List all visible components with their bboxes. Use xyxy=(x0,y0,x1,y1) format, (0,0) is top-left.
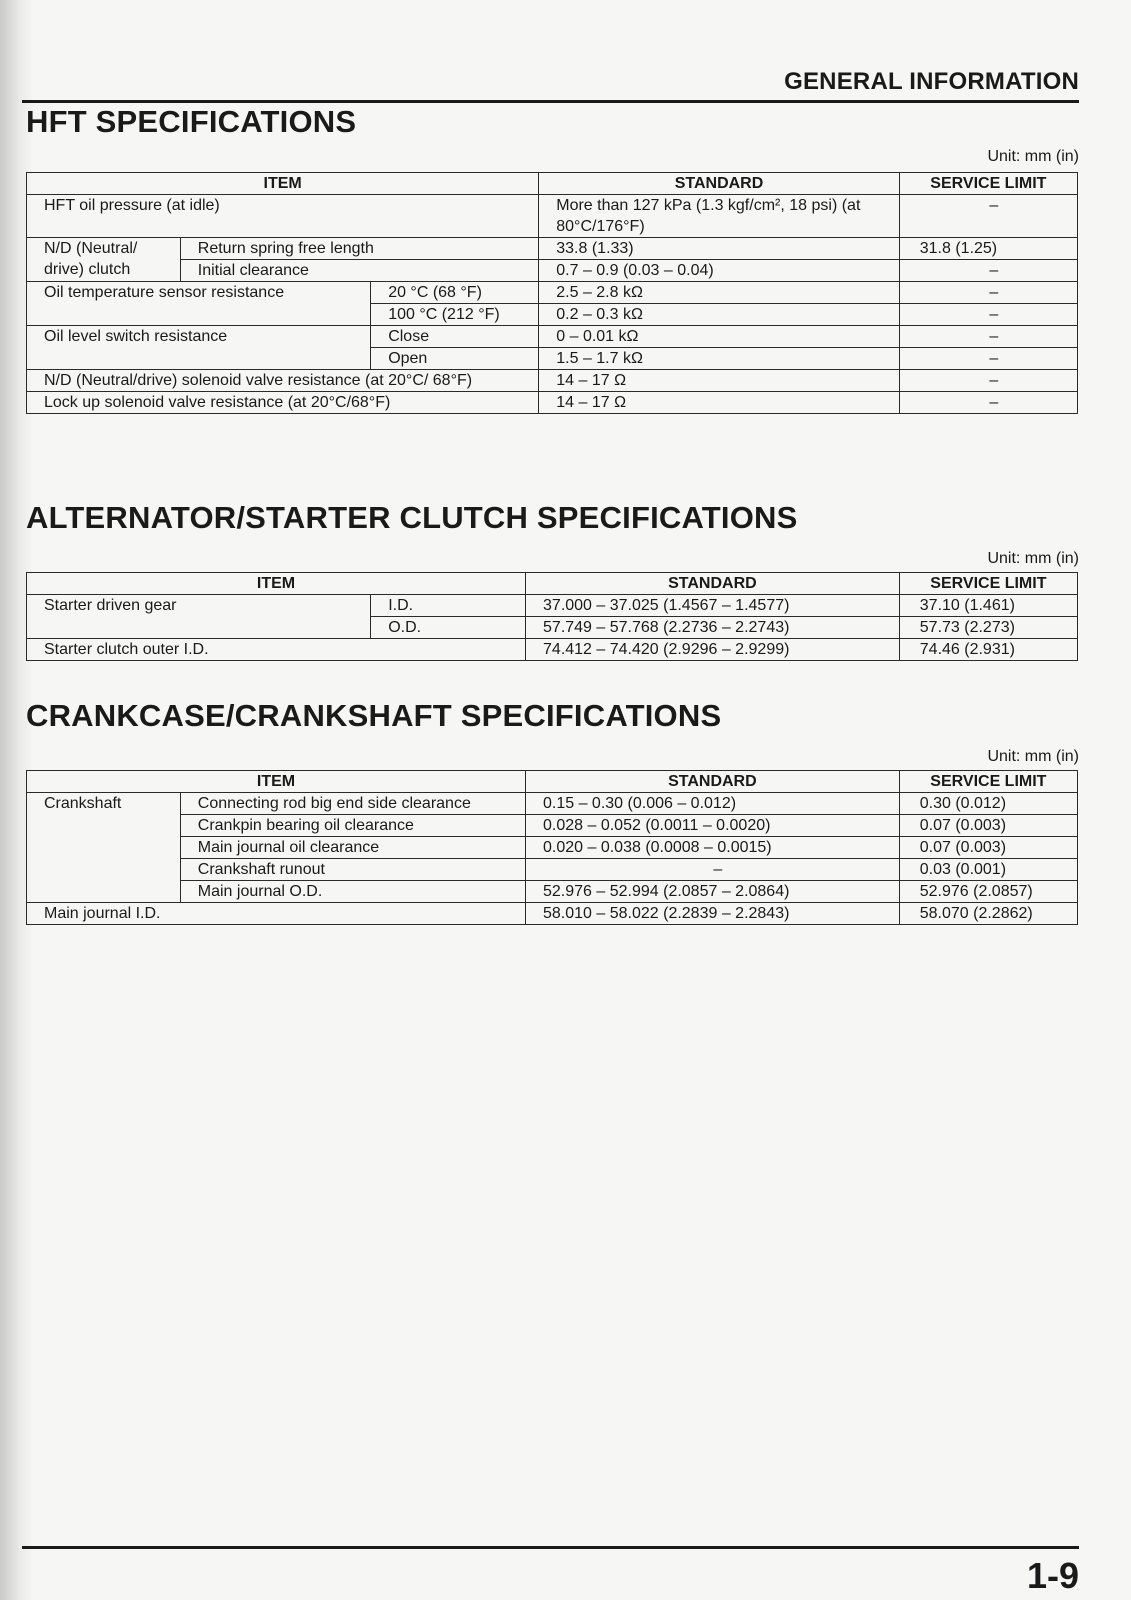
row-item: Lock up solenoid valve resistance (at 20°C/68°F) xyxy=(27,392,539,414)
row-standard: 0.028 – 0.052 (0.0011 – 0.0020) xyxy=(526,815,900,837)
row-limit: 57.73 (2.273) xyxy=(899,617,1077,639)
row-limit: 0.30 (0.012) xyxy=(899,793,1077,815)
row-limit: 31.8 (1.25) xyxy=(899,238,1077,260)
header-standard: STANDARD xyxy=(526,573,900,595)
table-header-row xyxy=(27,173,1078,195)
row-condition: Close xyxy=(371,326,539,348)
hft-title: HFT SPECIFICATIONS xyxy=(26,104,357,139)
row-limit: – xyxy=(899,370,1077,392)
row-item: Return spring free length xyxy=(180,238,538,260)
row-standard: 52.976 – 52.994 (2.0857 – 2.0864) xyxy=(526,881,900,903)
table-row xyxy=(27,260,1078,282)
table-row xyxy=(27,639,1078,661)
row-limit: 74.46 (2.931) xyxy=(899,639,1077,661)
row-standard: – xyxy=(526,859,900,881)
row-limit: 0.03 (0.001) xyxy=(899,859,1077,881)
footer-rule xyxy=(22,1546,1079,1549)
table-row xyxy=(27,837,1078,859)
header-standard: STANDARD xyxy=(526,771,900,793)
row-limit: – xyxy=(899,282,1077,304)
header-limit: SERVICE LIMIT xyxy=(899,771,1077,793)
row-standard: 0 – 0.01 kΩ xyxy=(539,326,900,348)
row-group: Oil level switch resistance xyxy=(27,326,371,370)
row-item: Main journal oil clearance xyxy=(180,837,525,859)
row-group: Crankshaft xyxy=(27,793,181,903)
crankcase-unit: Unit: mm (in) xyxy=(987,748,1079,765)
row-standard: 37.000 – 37.025 (1.4567 – 1.4577) xyxy=(526,595,900,617)
table-row xyxy=(27,595,1078,617)
row-standard: 1.5 – 1.7 kΩ xyxy=(539,348,900,370)
row-standard: 0.7 – 0.9 (0.03 – 0.04) xyxy=(539,260,900,282)
row-group: N/D (Neutral/ drive) clutch xyxy=(27,238,181,282)
table-row xyxy=(27,326,1078,348)
row-standard: 2.5 – 2.8 kΩ xyxy=(539,282,900,304)
table-header-row xyxy=(27,573,1078,595)
row-standard: 14 – 17 Ω xyxy=(539,370,900,392)
row-item: Main journal O.D. xyxy=(180,881,525,903)
table-row xyxy=(27,392,1078,414)
header-limit: SERVICE LIMIT xyxy=(899,173,1077,195)
row-item: N/D (Neutral/drive) solenoid valve resistance (at 20°C/ 68°F) xyxy=(27,370,539,392)
row-limit: 52.976 (2.0857) xyxy=(899,881,1077,903)
row-item: Initial clearance xyxy=(180,260,538,282)
table-row xyxy=(27,282,1078,304)
row-group: Starter driven gear xyxy=(27,595,371,639)
row-item: Crankshaft runout xyxy=(180,859,525,881)
alternator-spec-table xyxy=(26,572,1078,661)
row-condition: 20 °C (68 °F) xyxy=(371,282,539,304)
row-standard: 0.2 – 0.3 kΩ xyxy=(539,304,900,326)
row-limit: – xyxy=(899,195,1077,238)
row-limit: 37.10 (1.461) xyxy=(899,595,1077,617)
row-standard: 0.020 – 0.038 (0.0008 – 0.0015) xyxy=(526,837,900,859)
row-limit: 0.07 (0.003) xyxy=(899,815,1077,837)
row-limit: – xyxy=(899,348,1077,370)
table-header-row xyxy=(27,771,1078,793)
table-row xyxy=(27,881,1078,903)
row-standard: 74.412 – 74.420 (2.9296 – 2.9299) xyxy=(526,639,900,661)
row-item: Starter clutch outer I.D. xyxy=(27,639,526,661)
table-row xyxy=(27,793,1078,815)
row-condition: Open xyxy=(371,348,539,370)
header-rule xyxy=(22,100,1079,103)
table-row xyxy=(27,238,1078,260)
table-row xyxy=(27,195,1078,238)
row-limit: – xyxy=(899,326,1077,348)
row-standard: More than 127 kPa (1.3 kgf/cm², 18 psi) (at 80°C/176°F) xyxy=(539,195,900,238)
alternator-title: ALTERNATOR/STARTER CLUTCH SPECIFICATIONS xyxy=(26,500,798,535)
hft-unit: Unit: mm (in) xyxy=(987,148,1079,165)
row-limit: – xyxy=(899,260,1077,282)
header-standard: STANDARD xyxy=(539,173,900,195)
header-item: ITEM xyxy=(27,173,539,195)
row-condition: 100 °C (212 °F) xyxy=(371,304,539,326)
header-item: ITEM xyxy=(27,771,526,793)
row-group: Oil temperature sensor resistance xyxy=(27,282,371,326)
table-row xyxy=(27,370,1078,392)
row-limit: 58.070 (2.2862) xyxy=(899,903,1077,925)
hft-spec-table xyxy=(26,172,1078,414)
row-item: Main journal I.D. xyxy=(27,903,526,925)
table-row xyxy=(27,859,1078,881)
row-limit: 0.07 (0.003) xyxy=(899,837,1077,859)
crankcase-spec-table xyxy=(26,770,1078,925)
crankcase-title: CRANKCASE/CRANKSHAFT SPECIFICATIONS xyxy=(26,698,722,733)
header-limit: SERVICE LIMIT xyxy=(899,573,1077,595)
alternator-unit: Unit: mm (in) xyxy=(987,550,1079,567)
table-row xyxy=(27,903,1078,925)
row-item: Connecting rod big end side clearance xyxy=(180,793,525,815)
section-header: GENERAL INFORMATION xyxy=(784,68,1079,95)
row-limit: – xyxy=(899,392,1077,414)
header-item: ITEM xyxy=(27,573,526,595)
row-standard: 58.010 – 58.022 (2.2839 – 2.2843) xyxy=(526,903,900,925)
row-standard: 14 – 17 Ω xyxy=(539,392,900,414)
page-number: 1-9 xyxy=(1026,1555,1079,1596)
table-row xyxy=(27,815,1078,837)
row-standard: 57.749 – 57.768 (2.2736 – 2.2743) xyxy=(526,617,900,639)
row-limit: – xyxy=(899,304,1077,326)
row-condition: O.D. xyxy=(371,617,526,639)
row-standard: 33.8 (1.33) xyxy=(539,238,900,260)
row-item: Crankpin bearing oil clearance xyxy=(180,815,525,837)
row-standard: 0.15 – 0.30 (0.006 – 0.012) xyxy=(526,793,900,815)
row-item: HFT oil pressure (at idle) xyxy=(27,195,539,238)
row-condition: I.D. xyxy=(371,595,526,617)
